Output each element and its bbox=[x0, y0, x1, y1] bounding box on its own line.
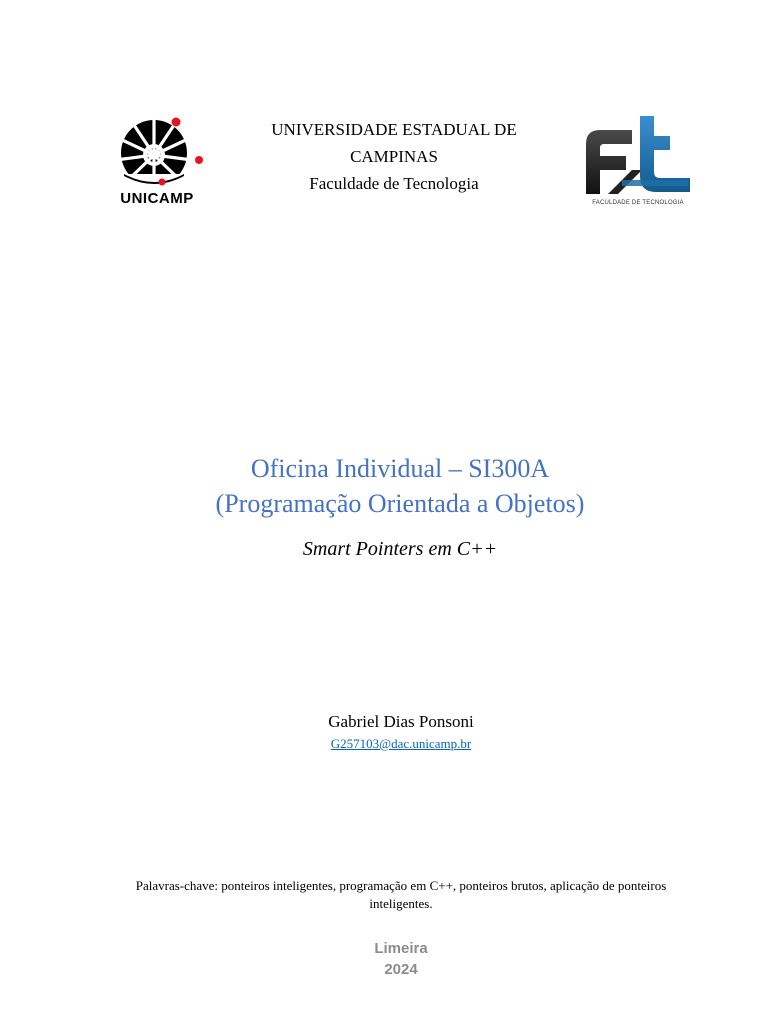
document-title bbox=[100, 451, 700, 521]
unicamp-logo-icon bbox=[112, 116, 204, 188]
ft-logo bbox=[582, 114, 694, 212]
institution-header bbox=[230, 116, 558, 197]
ft-logo-caption: FACULDADE DE TECNOLOGIA bbox=[592, 200, 684, 206]
author-email-link[interactable]: G257103@dac.unicamp.br bbox=[330, 736, 472, 751]
title-line2: (Programação Orientada a Objetos) bbox=[215, 489, 585, 518]
ft-logo-icon bbox=[582, 114, 694, 200]
unicamp-logo-text: UNICAMP bbox=[120, 190, 194, 207]
author-email bbox=[200, 736, 602, 752]
author-name: Gabriel Dias Ponsoni bbox=[328, 712, 474, 731]
unicamp-logo bbox=[106, 116, 208, 210]
title-line1: Oficina Individual – SI300A bbox=[250, 454, 550, 483]
document-subtitle: Smart Pointers em C++ bbox=[302, 538, 498, 560]
keywords-line1: Palavras-chave: ponteiros inteligentes, programação em C++, ponteiros brutos, aplicação de ponteiros bbox=[135, 878, 667, 893]
keywords-line2: inteligentes. bbox=[369, 896, 433, 911]
university-name-line1: UNIVERSIDADE ESTADUAL DE bbox=[271, 120, 517, 139]
footer-year: 2024 bbox=[384, 961, 418, 978]
keywords bbox=[104, 877, 698, 913]
faculty-name: Faculdade de Tecnologia bbox=[309, 174, 479, 193]
footer-city: Limeira bbox=[374, 940, 428, 957]
university-name-line2: CAMPINAS bbox=[350, 147, 438, 166]
footer-place-date bbox=[300, 938, 502, 980]
